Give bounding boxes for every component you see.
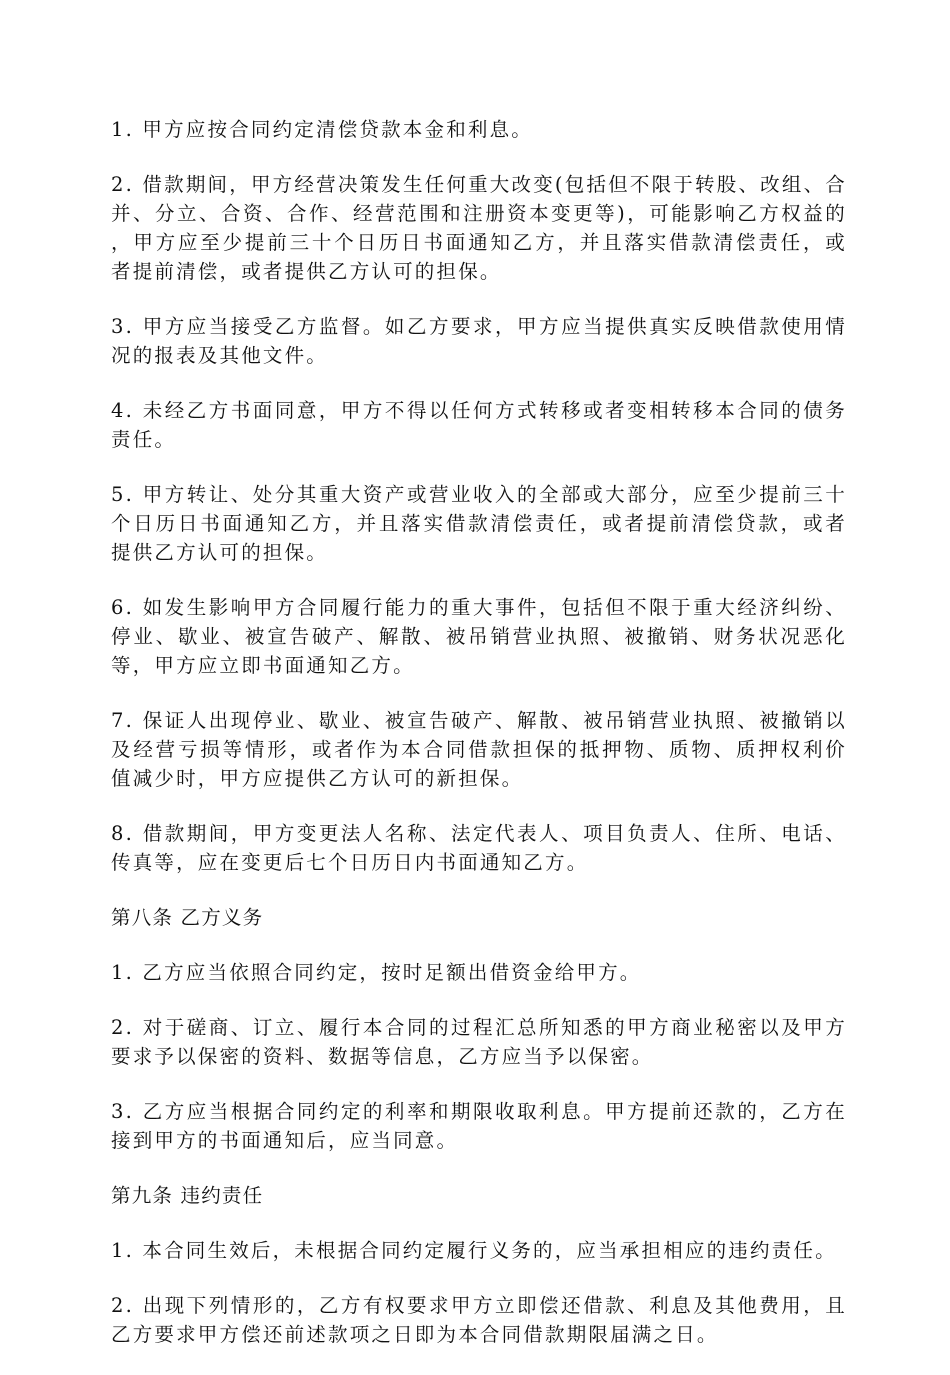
section-heading-article-9: 第九条 违约责任: [111, 1184, 264, 1207]
paragraph-party-b-3: 3. 乙方应当根据合同约定的利率和期限收取利息。甲方提前还款的，乙方在接到甲方的书面通知后，应当同意。: [111, 1100, 847, 1152]
section-heading-article-8: 第八条 乙方义务: [111, 906, 264, 929]
paragraph-party-a-4: 4. 未经乙方书面同意，甲方不得以任何方式转移或者变相转移本合同的债务责任。: [111, 399, 847, 451]
paragraph-party-a-1: 1. 甲方应按合同约定清偿贷款本金和利息。: [111, 118, 534, 141]
paragraph-liability-1: 1. 本合同生效后，未根据合同约定履行义务的，应当承担相应的违约责任。: [111, 1239, 837, 1262]
paragraph-liability-2: 2. 出现下列情形的，乙方有权要求甲方立即偿还借款、利息及其他费用，且乙方要求甲方偿还前述款项之日即为本合同借款期限届满之日。: [111, 1294, 847, 1346]
paragraph-party-a-3: 3. 甲方应当接受乙方监督。如乙方要求，甲方应当提供真实反映借款使用情况的报表及其他文件。: [111, 315, 847, 367]
paragraph-party-a-2: 2. 借款期间，甲方经营决策发生任何重大改变(包括但不限于转股、改组、合并、分立、合资、合作、经营范围和注册资本变更等)，可能影响乙方权益的 ，甲方应至少提前三十个日历日书面通知乙方，并且落实借款清偿责任，或者提前清偿，或者提供乙方认可的担保。: [111, 173, 847, 283]
document-body: [111, 115, 847, 1375]
paragraph-party-a-5: 5. 甲方转让、处分其重大资产或营业收入的全部或大部分，应至少提前三十个日历日书面通知乙方，并且落实借款清偿责任，或者提前清偿贷款，或者提供乙方认可的担保。: [111, 483, 847, 564]
paragraph-party-b-2: 2. 对于磋商、订立、履行本合同的过程汇总所知悉的甲方商业秘密以及甲方要求予以保密的资料、数据等信息，乙方应当予以保密。: [111, 1016, 847, 1068]
paragraph-party-a-8: 8. 借款期间，甲方变更法人名称、法定代表人、项目负责人、住所、电话、传真等，应在变更后七个日历日内书面通知乙方。: [111, 822, 847, 874]
paragraph-party-b-1: 1. 乙方应当依照合同约定，按时足额出借资金给甲方。: [111, 961, 642, 984]
paragraph-party-a-7: 7. 保证人出现停业、歇业、被宣告破产、解散、被吊销营业执照、被撤销以及经营亏损等情形，或者作为本合同借款担保的抵押物、质物、质押权利价值减少时，甲方应提供乙方认可的新担保。: [111, 709, 847, 790]
paragraph-party-a-6: 6. 如发生影响甲方合同履行能力的重大事件，包括但不限于重大经济纠纷、停业、歇业、被宣告破产、解散、被吊销营业执照、被撤销、财务状况恶化等，甲方应立即书面通知乙方。: [111, 596, 847, 677]
